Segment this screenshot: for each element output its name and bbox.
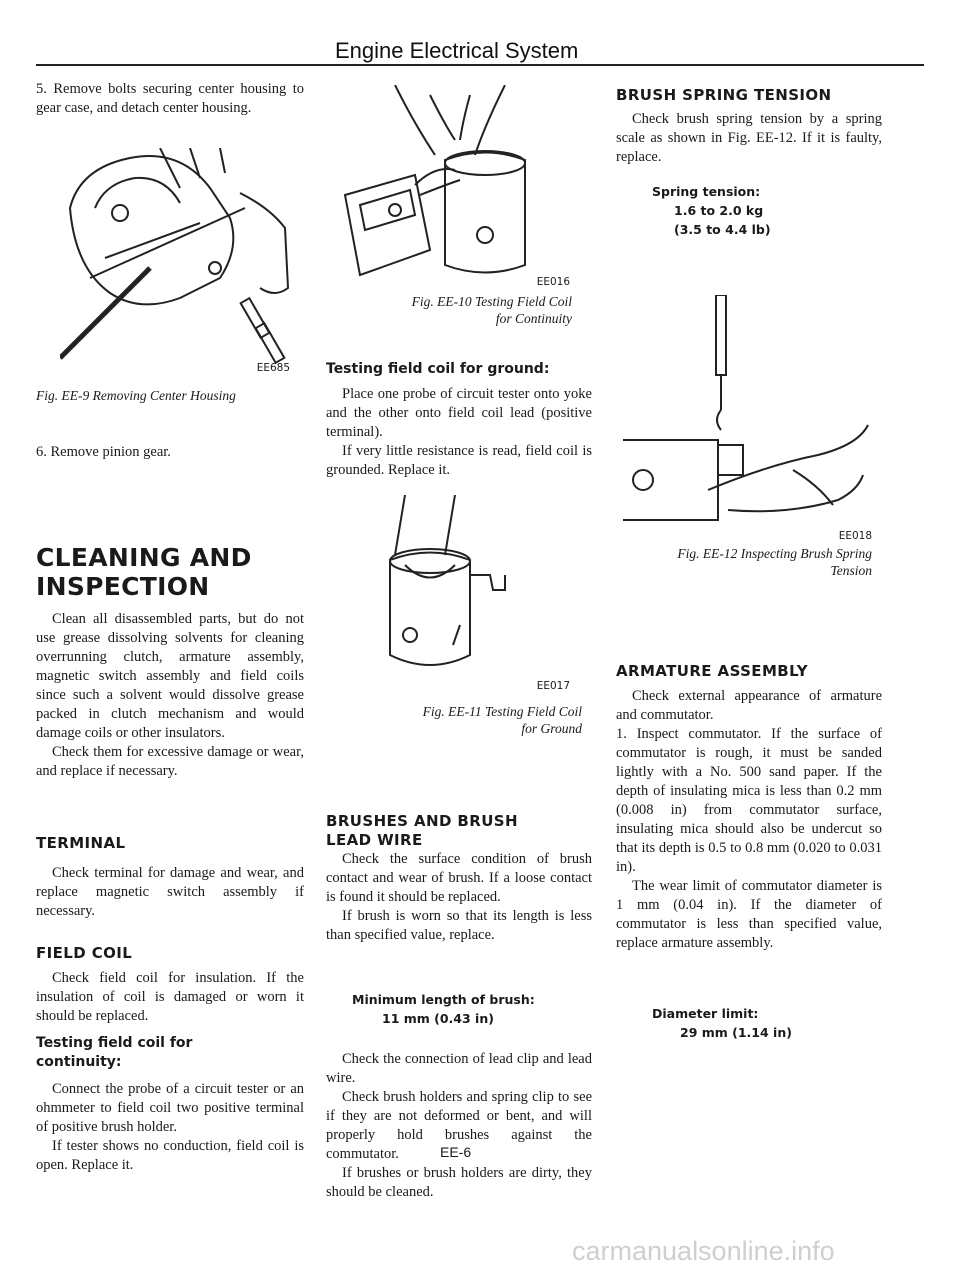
fig-ee10-caption-line1: Fig. EE-10 Testing Field Coil [411, 294, 572, 309]
ground-heading: Testing field coil for ground: [326, 361, 550, 377]
brushes-paragraph-3: Check the connection of lead clip and lead wire. [326, 1051, 592, 1086]
fig-ee12-code: EE018 [838, 530, 872, 542]
field-coil-heading: FIELD COIL [36, 944, 133, 962]
fig-ee11-caption-line1: Fig. EE-11 Testing Field Coil [422, 704, 582, 719]
brushes-paragraph-2: If brush is worn so that its length is less than specified value, replace. [326, 908, 592, 943]
armature-paragraph-2: 1. Inspect commutator. If the surface of commutator is rough, it must be sanded lightly with a No. 500 sand paper. If the depth of insulating mica is less than 0.2 mm (0.008 in) from commutator surface, insulating mica should also be undercut so that its depth is 0.5 to 0.8 mm (0.020 to 0.031 in). [616, 726, 882, 875]
fig-ee12-caption-line1: Fig. EE-12 Inspecting Brush Spring [677, 546, 872, 561]
fig-ee11-caption [326, 703, 582, 737]
continuity-paragraph-1: Connect the probe of a circuit tester or an ohmmeter to field coil two positive terminal of positive brush holder. [36, 1081, 304, 1135]
spring-tension-spec [652, 182, 872, 239]
page-header: Engine Electrical System [335, 38, 579, 63]
spring-tension-paragraph: Check brush spring tension by a spring scale as shown in Fig. EE-12. If it is faulty, replace. [616, 111, 882, 165]
fig-ee9-code: EE685 [256, 362, 290, 374]
continuity-paragraph-2: If tester shows no conduction, field coil is open. Replace it. [36, 1138, 304, 1173]
diameter-label: Diameter limit: [652, 1006, 759, 1021]
cleaning-heading-line1: CLEANING AND [36, 543, 252, 572]
fig-ee10-caption [326, 293, 572, 327]
fig-ee9-caption: Fig. EE-9 Removing Center Housing [36, 388, 236, 403]
fig-ee10-code: EE016 [536, 276, 570, 288]
armature-paragraph-1: Check external appearance of armature and commutator. [616, 688, 882, 723]
min-length-label: Minimum length of brush: [352, 992, 535, 1007]
column-1 [36, 80, 304, 118]
fig-ee11-illustration [375, 495, 525, 680]
step-6-text: 6. Remove pinion gear. [36, 444, 171, 460]
spring-tension-value-2: (3.5 to 4.4 lb) [674, 222, 771, 237]
cleaning-paragraph-2: Check them for excessive damage or wear, and replace if necessary. [36, 744, 304, 779]
field-coil-paragraph: Check field coil for insulation. If the insulation of coil is damaged or worn it should be replaced. [36, 970, 304, 1024]
brushes-heading-line2: LEAD WIRE [326, 831, 423, 849]
cleaning-heading-line2: INSPECTION [36, 572, 210, 601]
spring-tension-label: Spring tension: [652, 184, 761, 199]
continuity-heading-line1: Testing field coil for [36, 1035, 193, 1051]
brushes-heading-line1: BRUSHES AND BRUSH [326, 812, 518, 830]
brushes-paragraph-4: Check brush holders and spring clip to see if they are not deformed or bent, and will properly hold brushes against the commutator. [326, 1089, 592, 1162]
fig-ee12-illustration [618, 295, 880, 525]
brushes-paragraph-5: If brushes or brush holders are dirty, they should be cleaned. [326, 1165, 592, 1200]
watermark: carmanualsonline.info [572, 1236, 835, 1266]
fig-ee11-code: EE017 [536, 680, 570, 692]
cleaning-paragraph-1: Clean all disassembled parts, but do not use grease dissolving solvents for cleaning overrunning clutch, armature assembly, magnetic switch assembly and field coils since such a solvent would dissolve grease packed in clutch mechanism and would damage coils or other insulators. [36, 611, 304, 741]
brushes-paragraph-1: Check the surface condition of brush contact and wear of brush. If a loose contact is found it should be replaced. [326, 851, 592, 905]
diameter-spec [652, 1004, 872, 1042]
fig-ee12-caption [616, 545, 872, 579]
terminal-paragraph: Check terminal for damage and wear, and replace magnetic switch assembly if necessary. [36, 865, 304, 919]
step-5-text: 5. Remove bolts securing center housing to gear case, and detach center housing. [36, 81, 304, 116]
ground-paragraph-2: If very little resistance is read, field coil is grounded. Replace it. [326, 443, 592, 478]
page-number: EE-6 [440, 1144, 472, 1160]
diameter-value: 29 mm (1.14 in) [680, 1025, 792, 1040]
spring-tension-value-1: 1.6 to 2.0 kg [674, 203, 764, 218]
spring-tension-heading: BRUSH SPRING TENSION [616, 86, 832, 104]
min-length-value: 11 mm (0.43 in) [382, 1011, 494, 1026]
fig-ee10-caption-line2: for Continuity [495, 311, 572, 326]
min-length-spec [352, 990, 592, 1028]
ground-paragraph-1: Place one probe of circuit tester onto yoke and the other onto field coil lead (positive terminal). [326, 386, 592, 440]
fig-ee9-illustration [60, 148, 290, 373]
armature-heading: ARMATURE ASSEMBLY [616, 662, 808, 680]
fig-ee12-caption-line2: Tension [830, 563, 872, 578]
terminal-heading: TERMINAL [36, 834, 126, 852]
header-rule [36, 64, 924, 66]
fig-ee10-illustration [335, 85, 560, 285]
armature-paragraph-3: The wear limit of commutator diameter is 1 mm (0.04 in). If the diameter of commutator is less than specified value, replace armature assembly. [616, 878, 882, 951]
continuity-heading-line2: continuity: [36, 1054, 122, 1070]
fig-ee11-caption-line2: for Ground [521, 721, 582, 736]
